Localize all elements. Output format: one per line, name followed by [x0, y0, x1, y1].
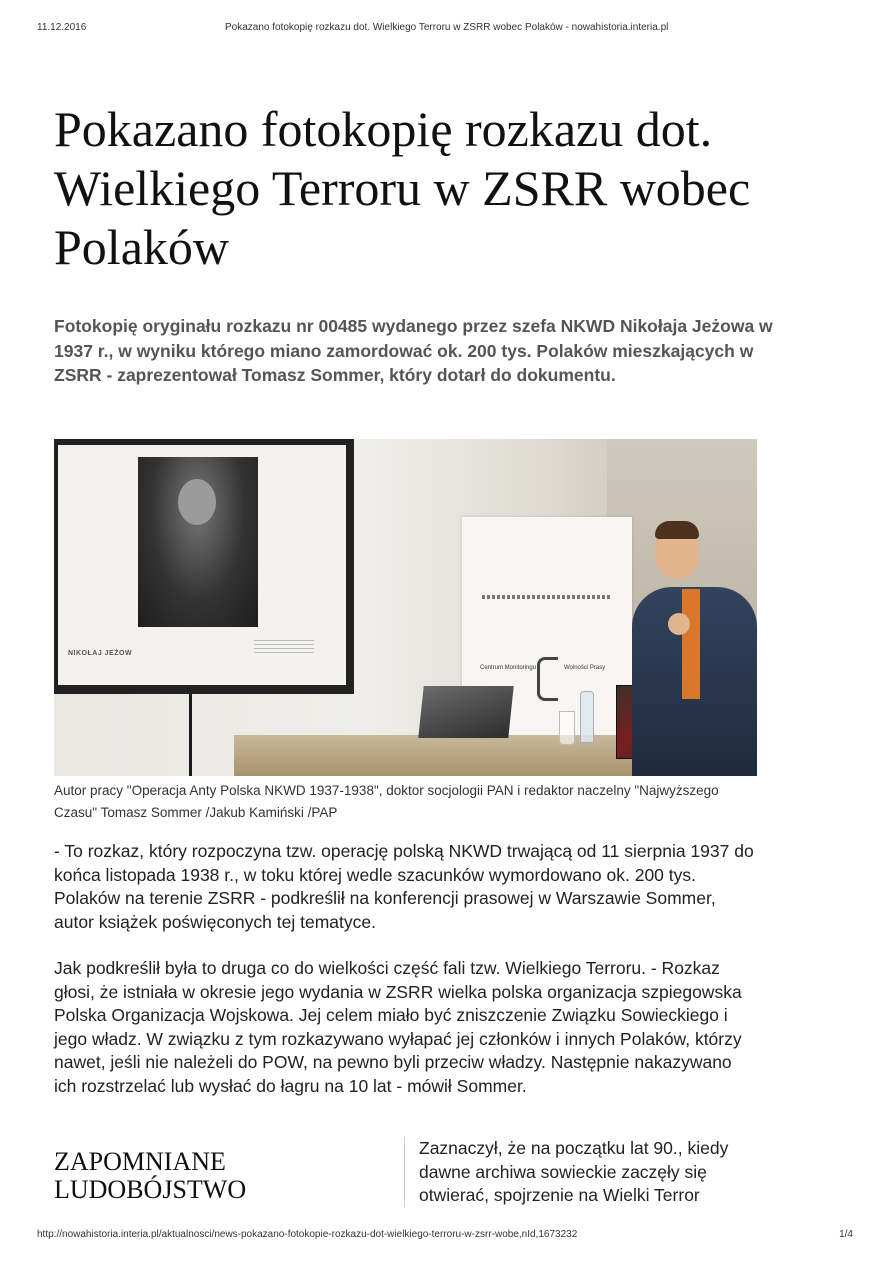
print-header: [0, 22, 893, 38]
projector-screen: [54, 439, 354, 694]
portrait-head: [178, 479, 216, 525]
screen-stand: [189, 694, 192, 776]
speaker-hair: [655, 521, 699, 539]
print-date: 11.12.2016: [37, 22, 87, 33]
banner-logo-icon: [537, 657, 558, 701]
banner-text-right: Wolności Prasy: [564, 665, 606, 671]
print-document-title: Pokazano fotokopię rozkazu dot. Wielkiego Terroru w ZSRR wobec Polaków - nowahistoria.interia.pl: [225, 22, 669, 33]
banner-heading-line: [482, 595, 612, 599]
speaker-hand: [668, 613, 690, 635]
projection-surface: [58, 445, 346, 685]
related-box-title[interactable]: ZAPOMNIANE LUDOBÓJSTWO: [54, 1147, 247, 1204]
laptop: [418, 686, 513, 738]
paragraph: Jak podkreślił była to druga co do wielkości część fali tzw. Wielkiego Terroru. - Rozkaz głosi, że istniała w okresie jego wydania w ZSRR wielka polska organizacja szpiegowska Polska Organizacja Wojskowa. Jej celem miało być zniszczenie Związku Sowieckiego i jego władz. W związku z tym rozkazywano wyłapać jej członków i innych Polaków, którzy nawet, jeśli nie należeli do POW, na pewno byli przeciw władzy. Następnie nakazywano ich rozstrzelać lub wysłać do łagru na 10 lat - mówił Sommer.: [54, 958, 742, 1096]
water-glass: [559, 711, 575, 745]
projected-portrait: [138, 457, 258, 627]
article-headline: Pokazano fotokopię rozkazu dot. Wielkiego Terroru w ZSRR wobec Polaków: [54, 101, 751, 275]
photo-caption: Autor pracy "Operacja Anty Polska NKWD 1937-1938", doktor socjologii PAN i redaktor naczelny "Najwyższego Czasu" Tomasz Sommer /Jakub Kamiński /PAP: [54, 783, 719, 820]
projected-name: NIKOŁAJ JEŻOW: [68, 650, 133, 657]
page-number: 1/4: [839, 1229, 853, 1240]
banner-text-left: Centrum Monitoringu: [480, 665, 537, 671]
water-bottle: [580, 691, 594, 743]
speaker-tie: [682, 589, 700, 699]
print-url: http://nowahistoria.interia.pl/aktualnosci/news-pokazano-fotokopie-rozkazu-dot-wielkiego-terroru-w-zsrr-wobe,nId,1673232: [37, 1229, 578, 1240]
print-footer: [0, 1229, 893, 1245]
paragraph: Zaznaczył, że na początku lat 90., kiedy dawne archiwa sowieckie zaczęły się otwierać, spojrzenie na Wielki Terror: [419, 1138, 729, 1205]
article-lead: Fotokopię oryginału rozkazu nr 00485 wydanego przez szefa NKWD Nikołaja Jeżowa w 1937 r., w wyniku którego miano zamordować ok. 200 tys. Polaków mieszkających w ZSRR - zaprezentował Tomasz Sommer, który dotarł do dokumentu.: [54, 316, 773, 385]
column-divider: [404, 1137, 405, 1207]
projected-caption-lines: [254, 640, 314, 654]
paragraph: - To rozkaz, który rozpoczyna tzw. operację polską NKWD trwającą od 11 sierpnia 1937 do końca listopada 1938 r., w toku której wedle szacunków wymordowano ok. 200 tys. Polaków na terenie ZSRR - podkreślił na konferencji prasowej w Warszawie Sommer, autor książek poświęconych tej tematyce.: [54, 841, 754, 932]
article-photo: [54, 439, 757, 776]
